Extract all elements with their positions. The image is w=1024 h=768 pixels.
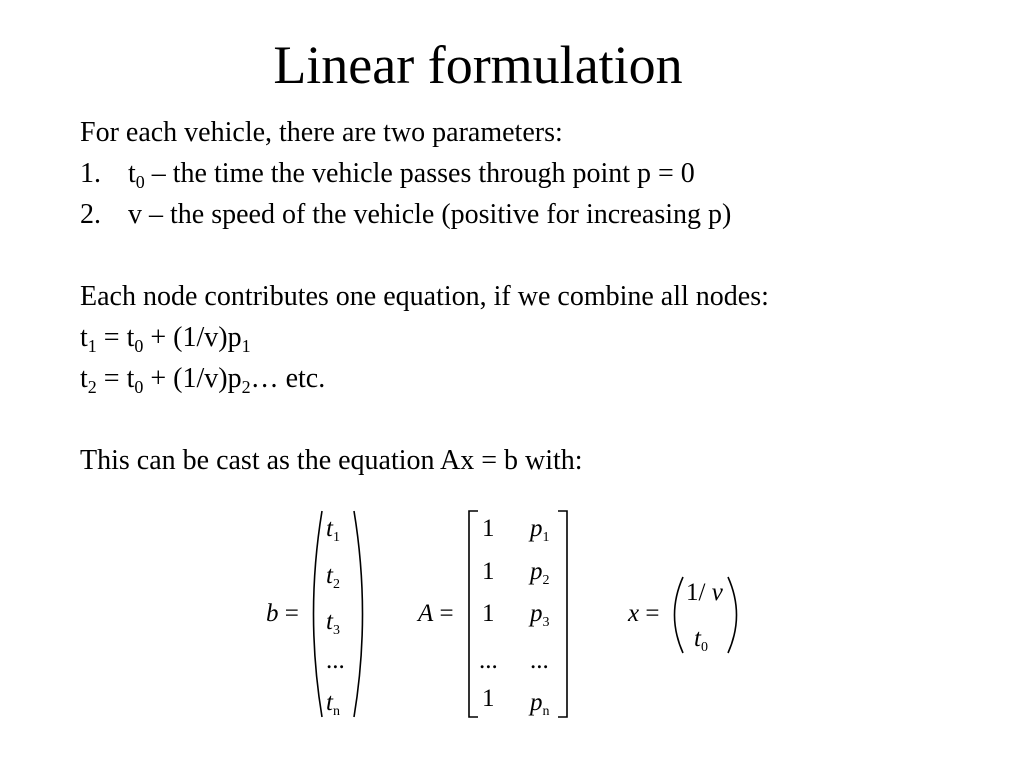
A-right-bracket bbox=[558, 511, 567, 717]
eq-subscript: 2 bbox=[87, 377, 97, 397]
A-entry: $p_3$ bbox=[530, 600, 550, 630]
b-entry: ... bbox=[326, 647, 345, 674]
x-entry: $t_0$ bbox=[694, 625, 708, 655]
eq-subscript: 2 bbox=[241, 377, 251, 397]
x-label: x = bbox=[628, 600, 660, 627]
b-entry: $t_2$ bbox=[326, 562, 340, 592]
param-symbol: v bbox=[128, 199, 142, 230]
node-intro-text: Each node contributes one equation, if we combine all nodes: bbox=[80, 281, 769, 312]
eq-term: + (1/v)p bbox=[143, 363, 242, 394]
x-left-paren bbox=[675, 577, 684, 653]
param-number: 2. bbox=[80, 199, 101, 230]
eq-term: = t bbox=[96, 322, 135, 353]
A-entry: $p_n$ bbox=[530, 689, 550, 719]
A-entry: ... bbox=[479, 647, 498, 674]
param-number: 1. bbox=[80, 158, 101, 189]
eq-subscript: 0 bbox=[134, 336, 144, 356]
slide-title: Linear formulation bbox=[273, 35, 683, 95]
A-entry: 1 bbox=[482, 558, 495, 585]
eq-term: t bbox=[80, 322, 88, 353]
eq-subscript: 1 bbox=[87, 336, 97, 356]
eq-term: + (1/v)p bbox=[143, 322, 242, 353]
b-entry: $t_3$ bbox=[326, 608, 340, 638]
A-entry: 1 bbox=[482, 600, 495, 627]
eq-subscript: 1 bbox=[241, 336, 251, 356]
x-right-paren bbox=[728, 577, 737, 653]
A-entry: $p_2$ bbox=[530, 558, 550, 588]
param-symbol: t bbox=[128, 158, 136, 189]
eq-tail: … etc. bbox=[250, 363, 326, 394]
A-entry: $p_1$ bbox=[530, 515, 550, 545]
A-entry: ... bbox=[530, 647, 549, 674]
b-right-paren bbox=[354, 511, 363, 717]
b-entry: $t_1$ bbox=[326, 515, 340, 545]
A-label: A = bbox=[418, 600, 454, 627]
eq-term: t bbox=[80, 363, 88, 394]
eq-subscript: 0 bbox=[134, 377, 144, 397]
x-entry: 1/ v bbox=[686, 579, 723, 606]
A-entry: 1 bbox=[482, 515, 495, 542]
eq-term: = t bbox=[96, 363, 135, 394]
param-text: – the time the vehicle passes through point p = 0 bbox=[144, 158, 695, 189]
A-entry: 1 bbox=[482, 685, 495, 712]
cast-text: This can be cast as the equation Ax = b with: bbox=[80, 445, 583, 476]
b-label: b = bbox=[266, 600, 299, 627]
A-left-bracket bbox=[469, 511, 478, 717]
intro-text: For each vehicle, there are two parameters: bbox=[80, 117, 563, 148]
param-subscript: 0 bbox=[135, 172, 145, 192]
b-left-paren bbox=[314, 511, 323, 717]
b-entry: $t_n$ bbox=[326, 689, 340, 719]
param-text: – the speed of the vehicle (positive for increasing p) bbox=[142, 199, 732, 230]
